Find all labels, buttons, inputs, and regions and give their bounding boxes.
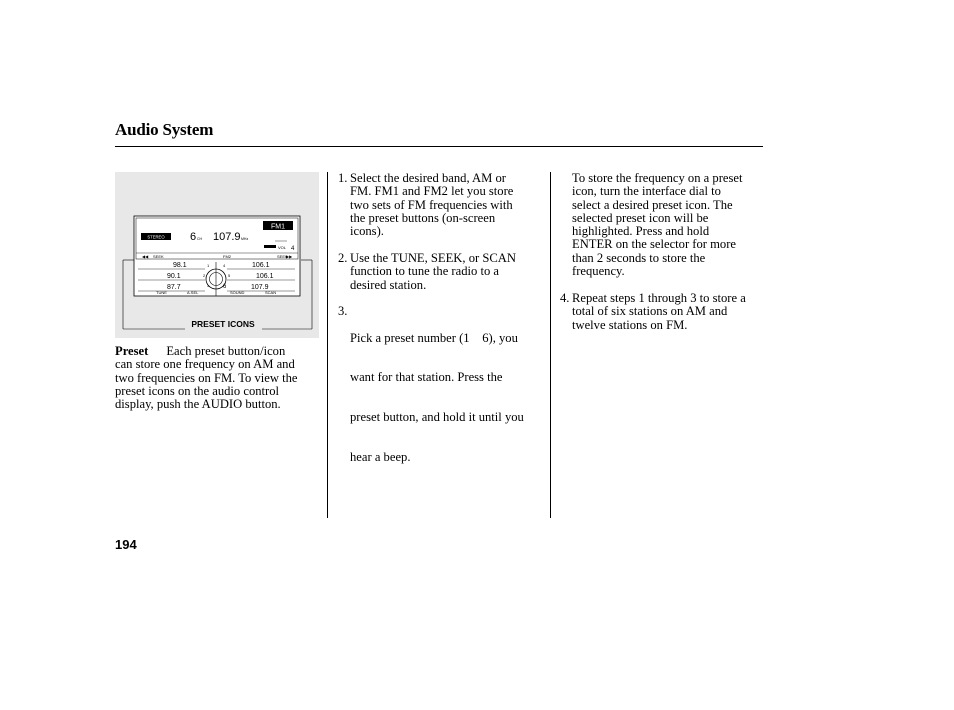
frequency-readout: 107.9: [213, 231, 241, 243]
store-line: selected preset icon will be: [572, 210, 709, 225]
step-2-line: Use the TUNE, SEEK, or SCAN: [350, 251, 516, 265]
band-label: FM1: [271, 223, 285, 231]
preset-line-2: can store one frequency on AM and: [115, 357, 295, 372]
preset-1-number: 1: [207, 263, 210, 268]
preset-4-number: 4: [223, 263, 226, 268]
preset-line-4: preset icons on the audio control: [115, 383, 280, 398]
preset-line-5: display, push the AUDIO button.: [115, 397, 281, 412]
volume-label: VOL: [278, 245, 287, 250]
seek-right-label: SEEK: [277, 254, 288, 259]
store-line: than 2 seconds to store the: [572, 250, 706, 265]
step-2-line: function to tune the radio to a: [350, 264, 499, 279]
seek-right-arrows: ▶▶: [286, 254, 293, 259]
scan-label: SCAN: [265, 290, 277, 295]
step-3-line: hear a beep.: [350, 450, 411, 465]
step-4-number: 4.: [560, 291, 570, 305]
step-3-line: preset button, and hold it until you: [350, 410, 524, 425]
step-1: [338, 172, 548, 242]
step-4-line: total of six stations on AM and: [572, 304, 728, 319]
page-title: Audio System: [115, 120, 214, 139]
store-line: frequency.: [572, 264, 625, 279]
audio-display-figure: [115, 172, 319, 338]
step-4-line: Repeat steps 1 through 3 to store a: [572, 291, 746, 305]
store-line: select a desired preset icon. The: [572, 197, 733, 212]
step-3-line: Pick a preset number (1 6), you: [350, 330, 518, 345]
step-2-number: 2.: [338, 251, 348, 265]
column-divider-2: [550, 172, 551, 518]
preset-description: [115, 345, 325, 411]
step-2: [338, 252, 548, 296]
step-1-line: Select the desired band, AM or: [350, 171, 506, 185]
asel-label: A.SEL: [187, 290, 199, 295]
title-rule: [115, 146, 763, 147]
step-3-line: want for that station. Press the: [350, 370, 503, 385]
step-1-line: two sets of FM frequencies with: [350, 197, 513, 212]
preset-1-frequency: 98.1: [173, 262, 187, 269]
step-1-line: FM. FM1 and FM2 let you store: [350, 184, 514, 199]
tune-label: TUNE: [156, 290, 167, 295]
preset-5-frequency: 106.1: [256, 273, 274, 280]
step-2-line: desired station.: [350, 277, 427, 292]
store-line: To store the frequency on a preset: [572, 171, 743, 185]
preset-2-number: 2: [203, 273, 206, 278]
preset-5-number: 5: [228, 273, 231, 278]
step-3-number: 3.: [338, 304, 348, 318]
column-divider-1: [327, 172, 328, 518]
channel-number: 6: [190, 231, 197, 243]
frequency-unit: MHz: [241, 237, 249, 241]
preset-6-frequency: 107.9: [251, 284, 269, 291]
stereo-indicator: STEREO: [147, 234, 165, 240]
figure-caption: PRESET ICONS: [191, 319, 255, 329]
preset-4-frequency: 106.1: [252, 262, 270, 269]
step-3: [338, 304, 548, 465]
seek-left-label: SEEK: [153, 254, 164, 259]
preset-line-3: two frequencies on FM. To view the: [115, 370, 298, 385]
preset-3-frequency: 87.7: [167, 284, 181, 291]
step-1-line: icons).: [350, 224, 384, 239]
page-number: 194: [115, 537, 137, 552]
volume-value: 4: [291, 246, 295, 252]
fm2-label: FM2: [223, 254, 231, 259]
seek-left-arrows: ◀◀: [142, 254, 149, 259]
store-line: icon, turn the interface dial to: [572, 184, 721, 199]
store-line: highlighted. Press and hold: [572, 224, 710, 239]
store-instructions: [572, 172, 767, 278]
preset-2-frequency: 90.1: [167, 273, 181, 280]
audio-display-illustration: [115, 172, 319, 338]
preset-6-number: 6: [223, 284, 227, 290]
channel-unit: CH: [197, 237, 203, 241]
step-1-line: the preset buttons (on-screen: [350, 210, 496, 225]
step-4: [560, 292, 770, 336]
preset-line-1: Each preset button/icon: [166, 344, 286, 358]
sound-label: SOUND: [230, 290, 245, 295]
step-4-line: twelve stations on FM.: [572, 317, 688, 332]
step-1-number: 1.: [338, 171, 348, 185]
store-line: ENTER on the selector for more: [572, 237, 737, 252]
preset-heading: Preset: [115, 344, 149, 358]
